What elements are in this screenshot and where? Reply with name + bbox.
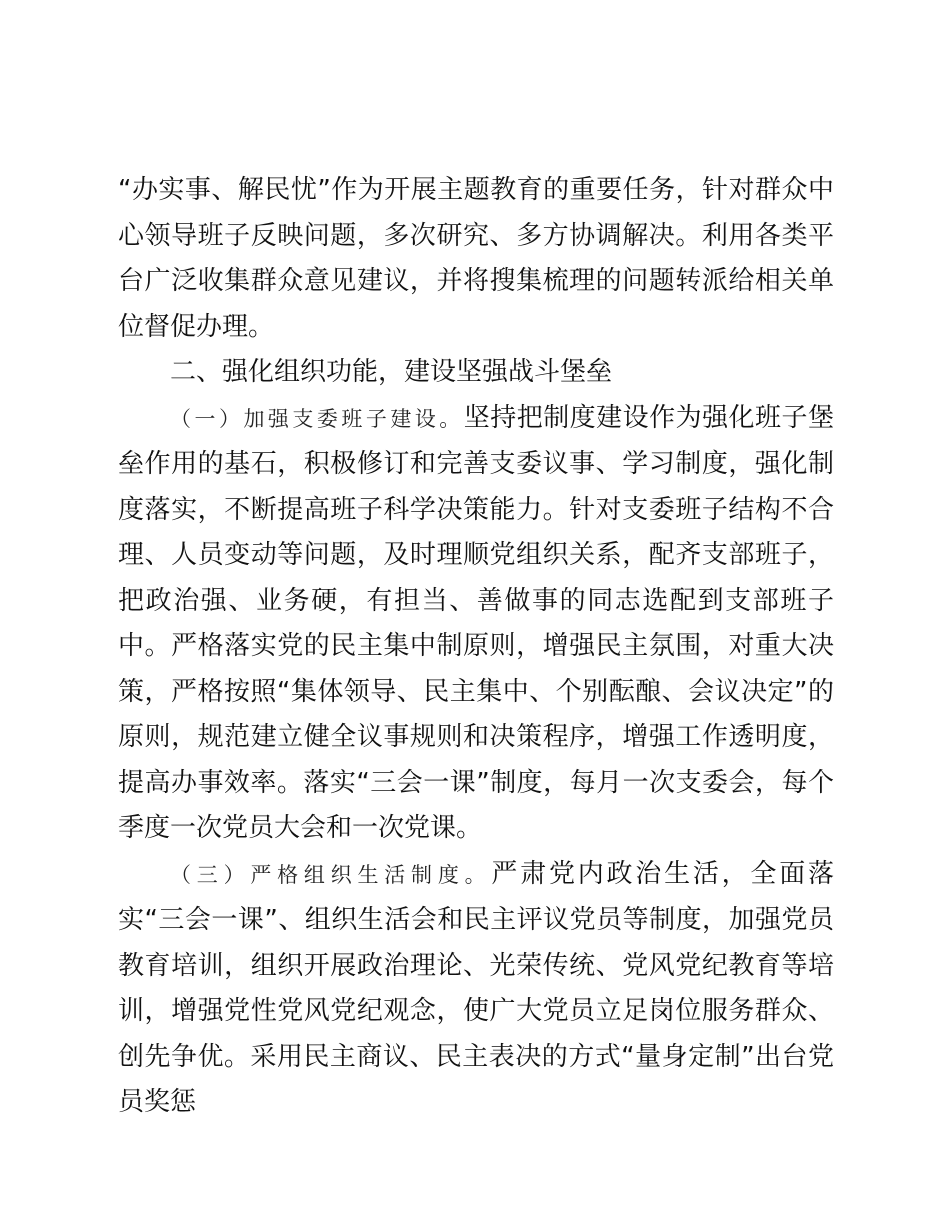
section-heading-organization: 二、强化组织功能，建设坚强战斗堡垒	[170, 357, 613, 387]
document-body	[118, 168, 834, 1126]
subheading-committee-building: （一）加强支委班子建设。	[170, 406, 464, 431]
paragraph-committee-building	[118, 396, 834, 852]
paragraph-committee-building-text: 坚持把制度建设作为强化班子堡垒作用的基石，积极修订和完善支委议事、学习制度，强化制度落实，不断提高班子科学决策能力。针对支委班子结构不合理、人员变动等问题，及时理顺党组织关系，配齐支部班子，把政治强、业务硬，有担当、善做事的同志选配到支部班子中。严格落实党的民主集中制原则，增强民主氛围，对重大决策，严格按照“集体领导、民主集中、个别酝酿、会议决定”的原则，规范建立健全议事规则和决策程序，增强工作透明度，提高办事效率。落实“三会一课”制度，每月一次支委会，每个季度一次党员大会和一次党课。	[118, 402, 834, 843]
paragraph-organizational-life	[118, 852, 834, 1126]
paragraph-organizational-life-text: 严肃党内政治生活，全面落实“三会一课”、组织生活会和民主评议党员等制度，加强党员教育培训，组织开展政治理论、光荣传统、党风党纪教育等培训，增强党性党风党纪观念，使广大党员立足岗位服务群众、创先争优。采用民主商议、民主表决的方式“量身定制”出台党员奖惩	[118, 858, 834, 1117]
subheading-organizational-life: （三）严格组织生活制度。	[170, 862, 492, 887]
paragraph-mass-concerns: “办实事、解民忧”作为开展主题教育的重要任务，针对群众中心领导班子反映问题，多次研究、多方协调解决。利用各类平台广泛收集群众意见建议，并将搜集梳理的问题转派给相关单位督促办理。	[118, 175, 834, 342]
